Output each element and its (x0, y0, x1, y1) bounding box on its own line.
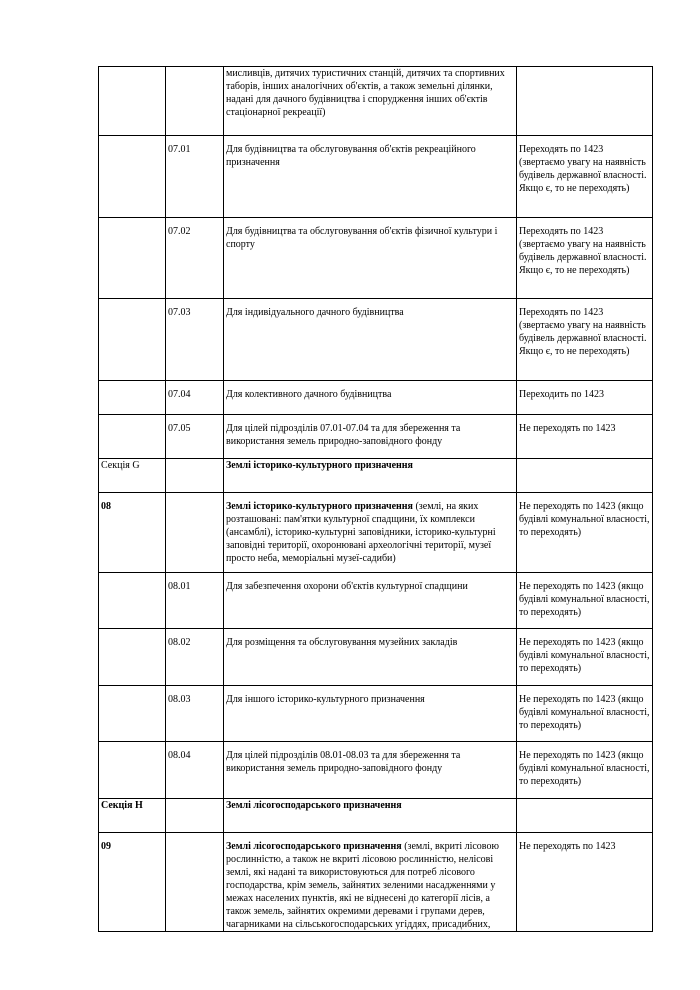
section-cell (99, 686, 166, 742)
section-row (99, 459, 653, 493)
code-cell: 08.01 (166, 573, 224, 629)
category-title: Землі лісогосподарського призначення (226, 841, 402, 852)
category-description: (землі, вкриті лісовою рослинністю, а також не вкриті лісовою рослинністю, нелісові землі, які надані та використовуються для потреб лісового господарства, крім земель, зайнятих зеленими насадженнями у межах населених пунктів, які не віднесені до категорії лісів, а також земель, зайнятих окремими деревами і групами дерев, чагарниками на сільськогосподарських угіддях, присадибних, (226, 841, 499, 930)
description-cell: Для будівництва та обслуговування об'єктів фізичної культури і спорту (224, 218, 517, 299)
table-row (99, 629, 653, 686)
section-cell (99, 742, 166, 799)
code-cell: 08.02 (166, 629, 224, 686)
table-row (99, 218, 653, 299)
section-cell (99, 67, 166, 136)
table-row (99, 136, 653, 218)
code-cell: 08.03 (166, 686, 224, 742)
description-cell: Для будівництва та обслуговування об'єктів рекреаційного призначення (224, 136, 517, 218)
section-cell: 08 (99, 493, 166, 573)
land-use-table (98, 66, 653, 932)
description-cell: мисливців, дитячих туристичних станцій, дитячих та спортивних таборів, інших аналогічних об'єктів, а також земельні ділянки, надані для дачного будівництва і спорудження інших об'єктів стаціонарної рекреації) (224, 67, 517, 136)
table-row (99, 573, 653, 629)
section-cell (99, 573, 166, 629)
description-cell: Для колективного дачного будівництва (224, 381, 517, 415)
description-cell (224, 833, 517, 932)
code-cell (166, 459, 224, 493)
section-cell: Секція H (99, 799, 166, 833)
status-cell: Не переходять по 1423 (якщо будівлі комунальної власності, то переходять) (517, 742, 653, 799)
section-cell: 09 (99, 833, 166, 932)
status-cell (517, 459, 653, 493)
status-cell: Переходять по 1423 (звертаємо увагу на наявність будівель державної власності. Якщо є, то не переходять) (517, 218, 653, 299)
section-cell (99, 136, 166, 218)
description-cell (224, 493, 517, 573)
code-cell (166, 493, 224, 573)
table-row (99, 493, 653, 573)
status-cell: Переходять по 1423 (звертаємо увагу на наявність будівель державної власності. Якщо є, то не переходять) (517, 136, 653, 218)
table-row (99, 299, 653, 381)
section-title: Землі лісогосподарського призначення (224, 799, 517, 833)
status-cell: Не переходять по 1423 (517, 833, 653, 932)
code-cell: 07.02 (166, 218, 224, 299)
category-description: (землі, на яких розташовані: пам'ятки культурної спадщини, їх комплекси (ансамблі), історико-культурні заповідники, історико-культурні заповідні території, охоронювані археологічні території, музеї просто неба, меморіальні музеї-садиби) (226, 501, 496, 564)
description-cell: Для іншого історико-культурного призначення (224, 686, 517, 742)
section-row (99, 799, 653, 833)
status-cell: Переходить по 1423 (517, 381, 653, 415)
code-cell (166, 833, 224, 932)
section-cell: Секція G (99, 459, 166, 493)
description-cell: Для цілей підрозділів 08.01-08.03 та для збереження та використання земель природно-заповідного фонду (224, 742, 517, 799)
section-cell (99, 381, 166, 415)
table-row (99, 742, 653, 799)
code-cell: 07.03 (166, 299, 224, 381)
section-title: Землі історико-культурного призначення (224, 459, 517, 493)
section-cell (99, 218, 166, 299)
description-cell: Для цілей підрозділів 07.01-07.04 та для збереження та використання земель природно-заповідного фонду (224, 415, 517, 459)
status-cell: Не переходять по 1423 (517, 415, 653, 459)
table-row (99, 833, 653, 932)
description-cell: Для забезпечення охорони об'єктів культурної спадщини (224, 573, 517, 629)
category-title: Землі історико-культурного призначення (226, 501, 413, 512)
status-cell (517, 67, 653, 136)
code-cell: 07.05 (166, 415, 224, 459)
code-cell: 07.01 (166, 136, 224, 218)
description-cell: Для індивідуального дачного будівництва (224, 299, 517, 381)
status-cell (517, 799, 653, 833)
section-cell (99, 299, 166, 381)
description-cell: Для розміщення та обслуговування музейних закладів (224, 629, 517, 686)
code-cell: 07.04 (166, 381, 224, 415)
section-cell (99, 629, 166, 686)
section-cell (99, 415, 166, 459)
status-cell: Переходять по 1423 (звертаємо увагу на наявність будівель державної власності. Якщо є, то не переходять) (517, 299, 653, 381)
table-row (99, 381, 653, 415)
status-cell: Не переходять по 1423 (якщо будівлі комунальної власності, то переходять) (517, 573, 653, 629)
table-row (99, 415, 653, 459)
table-row (99, 67, 653, 136)
status-cell: Не переходять по 1423 (якщо будівлі комунальної власності, то переходять) (517, 629, 653, 686)
status-cell: Не переходять по 1423 (якщо будівлі комунальної власності, то переходять) (517, 686, 653, 742)
code-cell: 08.04 (166, 742, 224, 799)
status-cell: Не переходять по 1423 (якщо будівлі комунальної власності, то переходять) (517, 493, 653, 573)
table-row (99, 686, 653, 742)
code-cell (166, 799, 224, 833)
code-cell (166, 67, 224, 136)
